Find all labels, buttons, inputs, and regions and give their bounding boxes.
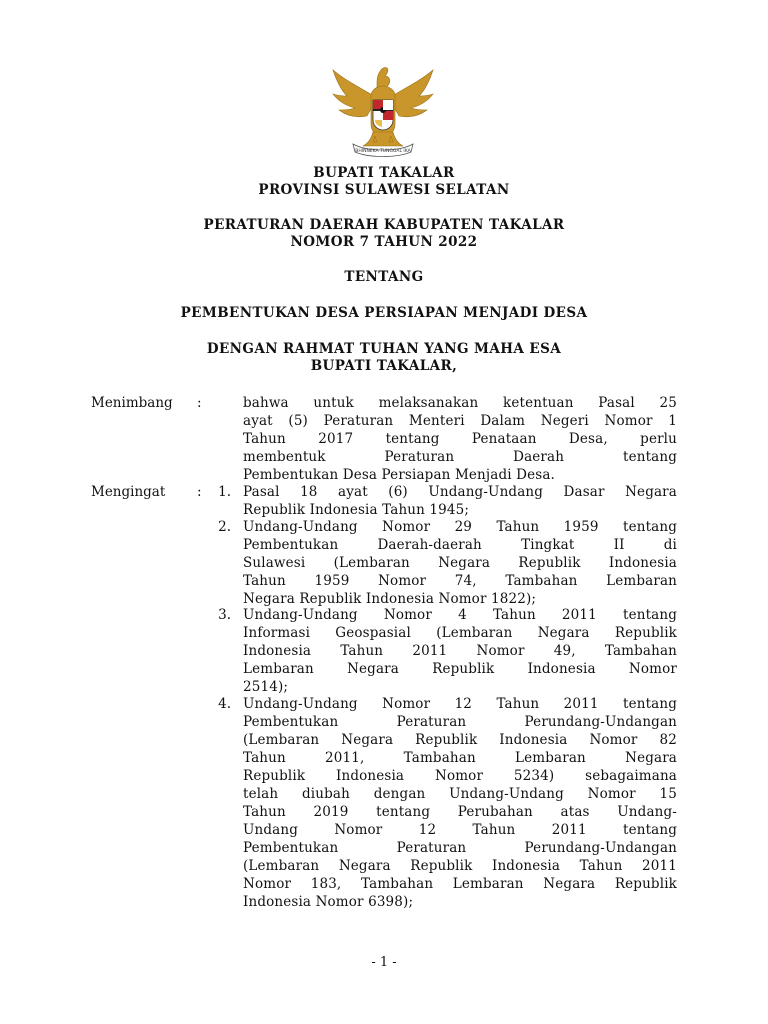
text-line: 2514); <box>243 679 289 695</box>
text-line: Negara Republik Indonesia Nomor 1822); <box>243 591 537 607</box>
regulation-number: NOMOR 7 TAHUN 2022 <box>290 234 478 250</box>
list-item-number: 1. <box>218 484 231 500</box>
preamble-line-2: BUPATI TAKALAR, <box>310 358 458 374</box>
text-line: Undang-Undang Nomor 29 Tahun 1959 tentang <box>243 519 677 535</box>
text-line: Sulawesi (Lembaran Negara Republik Indonesia <box>243 555 677 571</box>
text-line: Republik Indonesia Tahun 1945; <box>243 502 470 518</box>
garuda-pancasila-emblem-icon <box>327 60 439 158</box>
text-line: Undang-Undang Nomor 4 Tahun 2011 tentang <box>243 607 677 623</box>
mengingat-colon: : <box>197 484 202 500</box>
text-line: Pembentukan Daerah-daerah Tingkat II di <box>243 537 677 553</box>
text-line: Nomor 183, Tambahan Lembaran Negara Republik <box>243 876 677 892</box>
text-line: (Lembaran Negara Republik Indonesia Nomor 82 <box>243 732 677 748</box>
preamble-line-1: DENGAN RAHMAT TUHAN YANG MAHA ESA <box>206 341 562 357</box>
text-line: Undang-Undang Nomor 12 Tahun 2011 tentang <box>243 696 677 712</box>
text-line: Pembentukan Peraturan Perundang-Undangan <box>243 714 677 730</box>
text-line: Tahun 2017 tentang Penataan Desa, perlu <box>243 431 677 447</box>
menimbang-text <box>243 394 677 484</box>
province-title: PROVINSI SULAWESI SELATAN <box>258 182 510 198</box>
text-line: Republik Indonesia Nomor 5234) sebagaimana <box>243 768 677 784</box>
list-item <box>243 606 677 696</box>
text-line: membentuk Peraturan Daerah tentang <box>243 449 677 465</box>
text-line: Indonesia Tahun 2011 Nomor 49, Tambahan <box>243 643 677 659</box>
list-item-number: 2. <box>218 519 231 535</box>
text-line: Undang Nomor 12 Tahun 2011 tentang <box>243 822 677 838</box>
regent-title: BUPATI TAKALAR <box>313 165 455 181</box>
menimbang-colon: : <box>197 395 202 411</box>
svg-text:BHINNEKA TUNGGAL IKA: BHINNEKA TUNGGAL IKA <box>355 149 411 154</box>
text-line: telah diubah dengan Undang-Undang Nomor 15 <box>243 786 677 802</box>
text-line: Tahun 2019 tentang Perubahan atas Undang- <box>243 804 677 820</box>
list-item <box>243 518 677 608</box>
page-number: - 1 - <box>371 955 397 970</box>
text-line: Indonesia Nomor 6398); <box>243 894 414 910</box>
text-line: Lembaran Negara Republik Indonesia Nomor <box>243 661 677 677</box>
mengingat-label: Mengingat <box>91 484 166 500</box>
regulation-title: PERATURAN DAERAH KABUPATEN TAKALAR <box>203 217 565 233</box>
list-item-number: 4. <box>218 696 231 712</box>
text-line: Pembentukan Desa Persiapan Menjadi Desa. <box>243 467 555 483</box>
list-item <box>243 483 677 519</box>
text-line: Tahun 1959 Nomor 74, Tambahan Lembaran <box>243 573 677 589</box>
text-line: Informasi Geospasial (Lembaran Negara Republik <box>243 625 677 641</box>
menimbang-label: Menimbang <box>91 395 173 411</box>
text-line: Tahun 2011, Tambahan Lembaran Negara <box>243 750 677 766</box>
tentang-heading: TENTANG <box>344 269 424 285</box>
text-line: Pembentukan Peraturan Perundang-Undangan <box>243 840 677 856</box>
list-item-number: 3. <box>218 607 231 623</box>
text-line: ayat (5) Peraturan Menteri Dalam Negeri Nomor 1 <box>243 413 677 429</box>
text-line: Pasal 18 ayat (6) Undang-Undang Dasar Negara <box>243 484 677 500</box>
text-line: bahwa untuk melaksanakan ketentuan Pasal 25 <box>243 395 677 411</box>
text-line: (Lembaran Negara Republik Indonesia Tahun 2011 <box>243 858 677 874</box>
regulation-subject: PEMBENTUKAN DESA PERSIAPAN MENJADI DESA <box>180 305 588 321</box>
list-item <box>243 695 677 911</box>
